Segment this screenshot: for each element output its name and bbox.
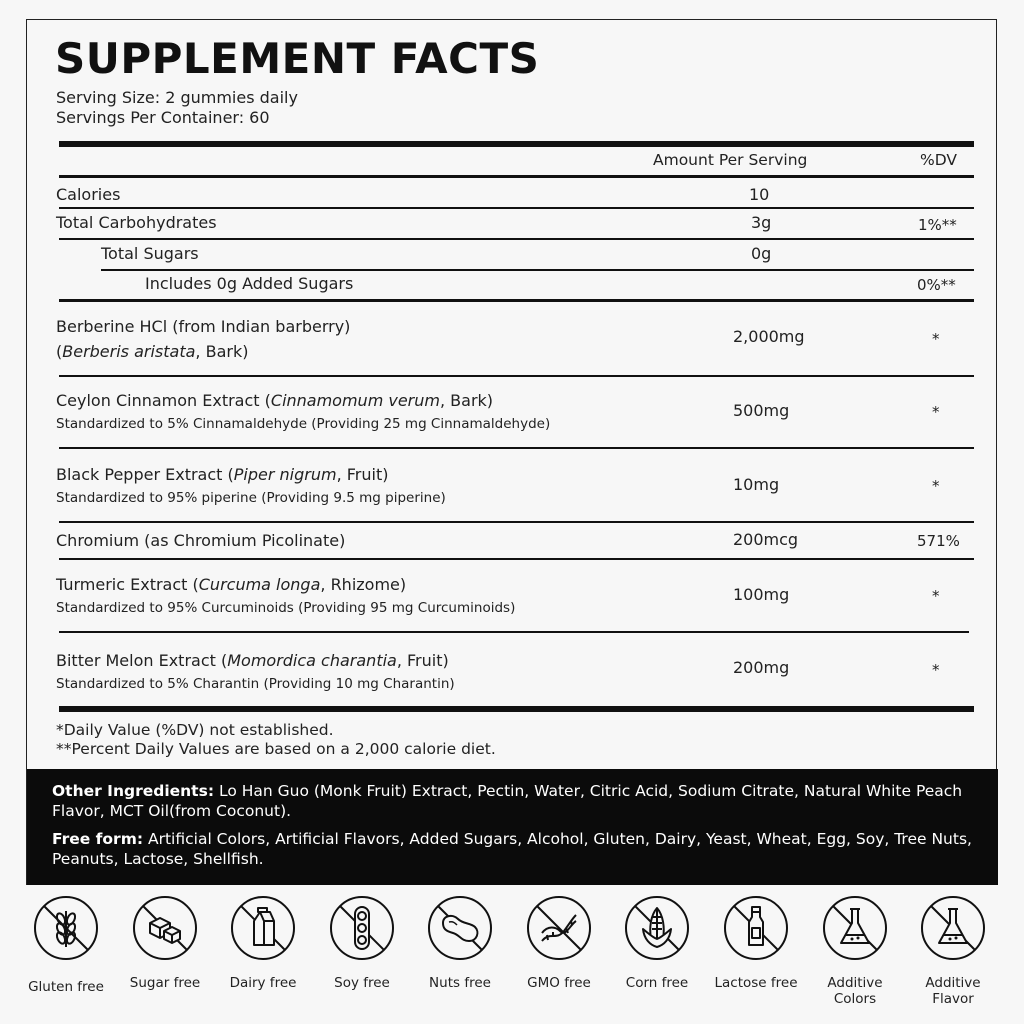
badge-label: Corn free [625,975,689,991]
peanut-icon [427,895,493,961]
divider [59,558,974,560]
badge-soy-free [313,895,411,991]
page-title: SUPPLEMENT FACTS [55,34,540,83]
wheat-icon [33,895,99,961]
ingredient-name: Ceylon Cinnamon Extract (Cinnamomum verum, Bark) [56,391,494,410]
milk-bottle-icon [723,895,789,961]
supplement-facts-panel [26,19,997,885]
badge-label: Additive Colors [827,975,883,1007]
column-header-amount: Amount Per Serving [653,151,808,169]
badge-dairy-free [214,895,312,991]
flask-icon [822,895,888,961]
divider [101,269,974,271]
divider [59,207,974,209]
nutrient-dv: 1%** [918,216,957,234]
footnote-dv: *Daily Value (%DV) not established. [56,721,334,739]
badge-sugar-free [116,895,214,991]
badge-label: Lactose free [714,975,798,991]
other-ingredients: Other Ingredients: Lo Han Guo (Monk Fruit) Extract, Pectin, Water, Citric Acid, Sodium Citrate, Natural White Peach Flavor, MCT Oil(from Coconut). [52,782,963,820]
ingredient-name: Turmeric Extract (Curcuma longa, Rhizome) [56,575,407,594]
nutrient-name: Calories [56,185,121,204]
ingredient-amount: 100mg [733,585,790,604]
corn-icon [624,895,690,961]
nutrient-amount: 0g [751,244,772,263]
badge-label: Additive Flavor [925,975,981,1007]
nutrient-name: Total Sugars [101,244,199,263]
ingredient-name: Black Pepper Extract (Piper nigrum, Fruit) [56,465,389,484]
nutrient-dv: 0%** [917,276,956,294]
badge-label: Soy free [334,975,390,991]
nutrient-name: Includes 0g Added Sugars [145,274,354,293]
nutrient-amount: 10 [749,185,770,204]
ingredient-dv: 571% [917,532,960,550]
footnote-pdv: **Percent Daily Values are based on a 2,000 calorie diet. [56,740,496,758]
soybean-icon [329,895,395,961]
divider [59,175,974,178]
badge-label: Sugar free [129,975,201,991]
sugar-cubes-icon [132,895,198,961]
ingredient-standardization: Standardized to 95% Curcuminoids (Providing 95 mg Curcuminoids) [56,600,516,616]
ingredient-amount: 500mg [733,401,790,420]
divider [59,238,974,240]
badge-label: Dairy free [229,975,297,991]
ingredient-name: Chromium (as Chromium Picolinate) [56,531,346,550]
nutrient-amount: 3g [751,213,772,232]
badge-label: GMO free [527,975,591,991]
ingredient-source: (Berberis aristata, Bark) [56,342,249,361]
badge-gluten-free [17,895,115,995]
divider [59,299,974,302]
divider [59,375,974,377]
ingredient-standardization: Standardized to 5% Charantin (Providing 10 mg Charantin) [56,676,455,692]
ingredient-amount: 10mg [733,475,780,494]
nutrient-name: Total Carbohydrates [56,213,217,232]
badge-lactose-free [707,895,805,991]
badge-corn-free [608,895,706,991]
thick-divider [59,706,974,712]
divider [59,521,974,523]
divider [59,631,969,633]
ingredient-standardization: Standardized to 5% Cinnamaldehyde (Providing 25 mg Cinnamaldehyde) [56,416,551,432]
badge-additive-flavor [904,895,1002,1007]
badge-label: Gluten free [28,979,104,995]
ingredient-dv: * [932,477,940,495]
column-header-dv: %DV [920,151,957,169]
ingredient-amount: 2,000mg [733,327,805,346]
thick-divider [59,141,974,147]
free-form: Free form: Artificial Colors, Artificial Flavors, Added Sugars, Alcohol, Gluten, Dairy, Yeast, Wheat, Egg, Soy, Tree Nuts, Peanuts, Lactose, Shellfish. [52,830,972,868]
other-ingredients-box [27,769,998,885]
badge-label: Nuts free [429,975,491,991]
badge-nuts-free [411,895,509,991]
servings-per-container: Servings Per Container: 60 [56,108,270,127]
ingredient-amount: 200mcg [733,530,799,549]
badge-additive-colors [806,895,904,1007]
dna-icon [526,895,592,961]
divider [59,447,974,449]
ingredient-name: Berberine HCl (from Indian barberry) [56,317,351,336]
serving-size: Serving Size: 2 gummies daily [56,88,298,107]
ingredient-dv: * [932,330,940,348]
ingredient-amount: 200mg [733,658,790,677]
ingredient-name: Bitter Melon Extract (Momordica charantia, Fruit) [56,651,449,670]
badge-gmo-free [510,895,608,991]
ingredient-dv: * [932,661,940,679]
milk-carton-icon [230,895,296,961]
flask-icon [920,895,986,961]
ingredient-dv: * [932,587,940,605]
ingredient-standardization: Standardized to 95% piperine (Providing 9.5 mg piperine) [56,490,446,506]
free-from-badges [0,895,1024,1024]
ingredient-dv: * [932,403,940,421]
